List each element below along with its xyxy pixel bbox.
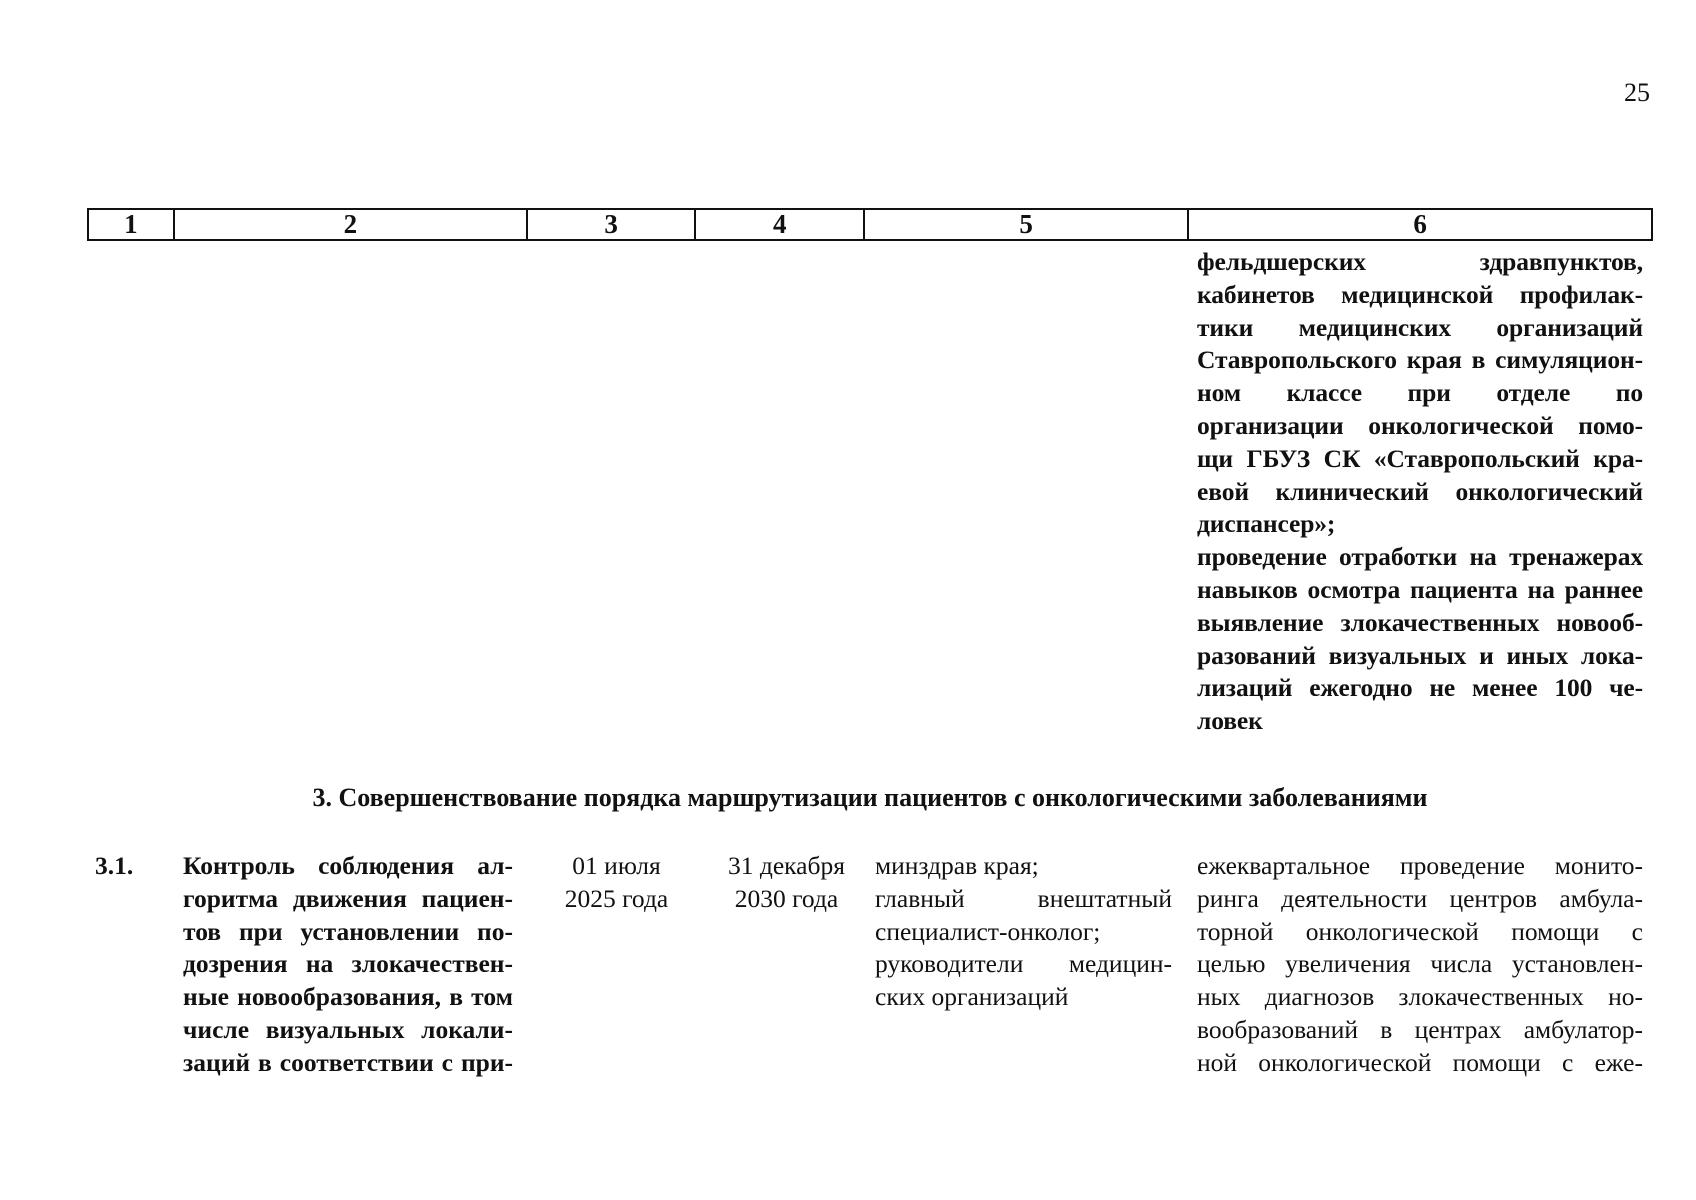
text-line: минздрав края; — [875, 851, 1039, 880]
text-line: тов при установлении по- — [183, 916, 513, 946]
text-line: проведение отработки на тренажерах — [1197, 542, 1643, 572]
header-col-2: 2 — [175, 210, 528, 239]
text-line: 2030 года — [734, 883, 839, 913]
text-line: горитма движения пациен- — [183, 883, 513, 913]
text-line: тики медицинских организаций — [1197, 312, 1643, 342]
header-col-6: 6 — [1413, 209, 1427, 239]
text-line: диспансер»; — [1197, 509, 1336, 539]
text-line: 01 июля — [572, 851, 661, 880]
text-line: Ставропольского края в симуляцион- — [1197, 345, 1643, 375]
text-line: кабинетов медицинской профилак- — [1197, 279, 1643, 309]
text-line: ном классе при отделе по — [1197, 378, 1643, 408]
continuation-text — [1197, 246, 1643, 738]
page-number: 25 — [1624, 78, 1650, 107]
text-line: числе визуальных локали- — [183, 1014, 513, 1044]
text-line: целью увеличения числа установлен- — [1197, 949, 1643, 979]
row-end-date — [704, 850, 869, 916]
text-line: вообразований в центрах амбулатор- — [1197, 1014, 1643, 1044]
text-line: разований визуальных и иных лока- — [1197, 640, 1643, 670]
text-line: ной онкологической помощи с еже- — [1197, 1047, 1643, 1077]
text-line: ловек — [1197, 706, 1263, 736]
text-line: фельдшерских здравпунктов, — [1197, 247, 1643, 276]
text-line: специалист-онколог; — [875, 916, 1101, 946]
text-line: ринга деятельности центров амбула- — [1197, 883, 1643, 913]
text-line: выявление злокачественных новооб- — [1197, 607, 1643, 637]
row-result — [1197, 850, 1643, 1080]
text-line: ные новообразования, в том — [183, 982, 513, 1012]
text-line: ских организаций — [875, 982, 1069, 1012]
row-description — [183, 850, 513, 1080]
text-line: 31 декабря — [728, 851, 845, 880]
row-responsible — [875, 850, 1172, 1014]
text-line: ежеквартальное проведение монито- — [1197, 851, 1643, 880]
header-col-5: 5 — [865, 210, 1189, 239]
text-line: ных диагнозов злокачественных но- — [1197, 982, 1643, 1012]
section-heading: 3. Совершенствование порядка маршрутизации пациентов с онкологическими заболеваниями — [312, 783, 1428, 812]
text-line: организации онкологической помо- — [1197, 410, 1643, 440]
text-line: руководители медицин- — [875, 949, 1172, 979]
text-line: евой клинический онкологический — [1197, 476, 1643, 506]
text-line: навыков осмотра пациента на раннее — [1197, 574, 1643, 604]
text-line: Контроль соблюдения ал- — [183, 851, 513, 880]
row-start-date — [534, 850, 699, 916]
text-line: щи ГБУЗ СК «Ставропольский кра- — [1197, 443, 1643, 473]
table-header-row — [87, 208, 1653, 241]
text-line: торной онкологической помощи с — [1197, 916, 1643, 946]
header-col-3: 3 — [528, 210, 697, 239]
header-col-4: 4 — [696, 210, 865, 239]
text-line: заций в соответствии с при- — [183, 1047, 513, 1077]
text-line: дозрения на злокачествен- — [183, 949, 513, 979]
row-number: 3.1. — [95, 851, 134, 880]
text-line: главный внештатный — [875, 883, 1172, 913]
text-line: лизаций ежегодно не менее 100 че- — [1197, 673, 1643, 703]
header-col-1: 1 — [89, 210, 175, 239]
text-line: 2025 года — [564, 883, 669, 913]
